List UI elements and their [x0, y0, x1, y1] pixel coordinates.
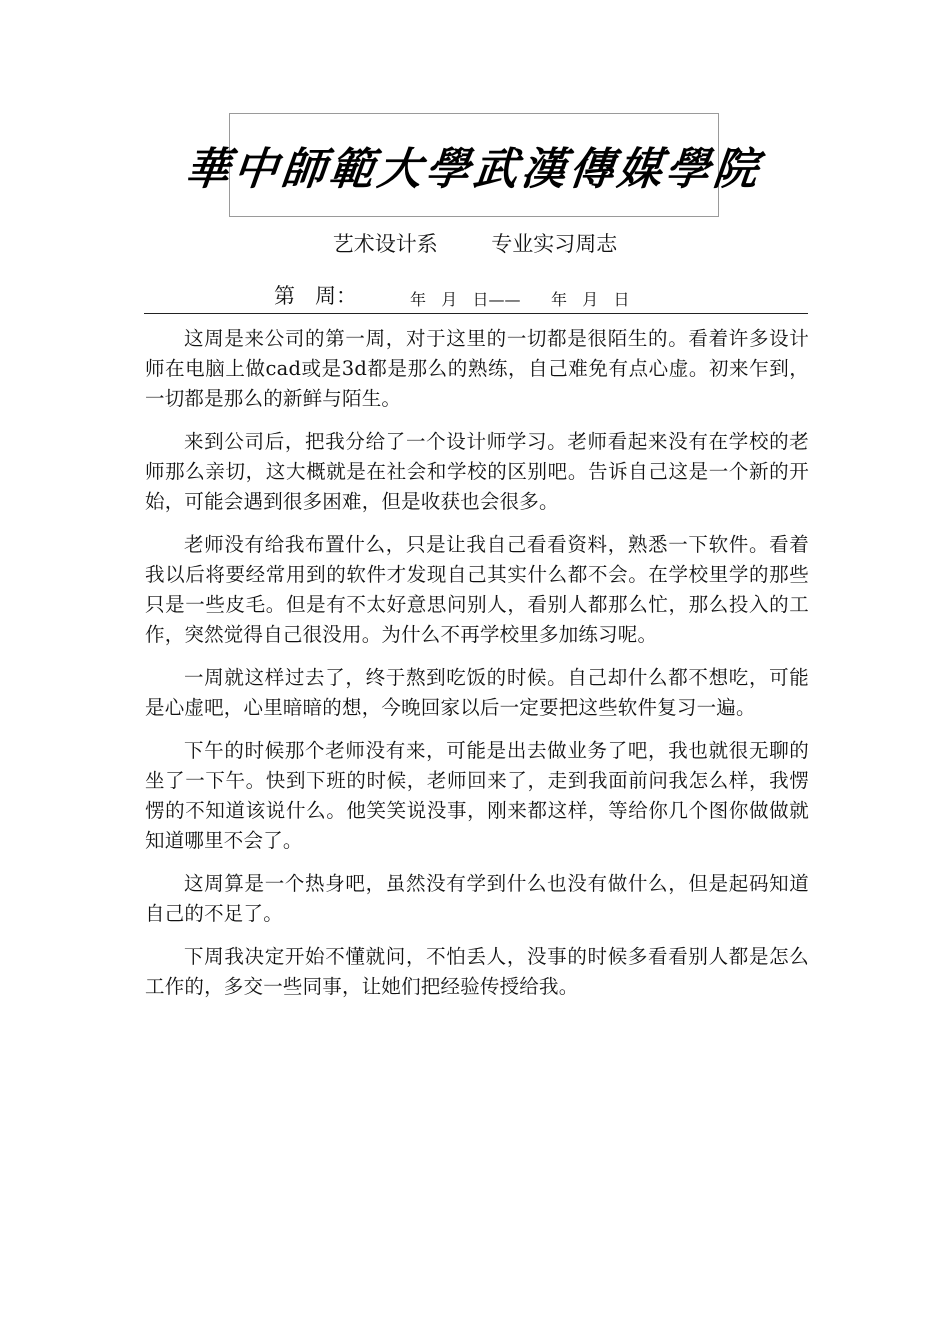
paragraph: 这周是来公司的第一周，对于这里的一切都是很陌生的。看着许多设计师在电脑上做cad或是3d都是那么的熟练，自己难免有点心虚。初来乍到，一切都是那么的新鲜与陌生。	[145, 327, 809, 410]
paragraph: 一周就这样过去了，终于熬到吃饭的时候。自己却什么都不想吃，可能是心虚吧，心里暗暗的想，今晚回家以后一定要把这些软件复习一遍。	[145, 666, 809, 719]
document-title: 艺术设计系 专业实习周志	[332, 232, 618, 256]
logo-calligraphy: 華中師範大學武漢傳媒學院	[182, 144, 765, 195]
date-range: 年 月 日—— 年 月 日	[410, 290, 630, 309]
university-logo	[182, 113, 765, 217]
paragraph: 下周我决定开始不懂就问，不怕丢人，没事的时候多看看别人都是怎么工作的，多交一些同事，让她们把经验传授给我。	[145, 945, 809, 998]
header-divider	[144, 313, 808, 314]
journal-body	[145, 324, 809, 1015]
paragraph: 老师没有给我布置什么，只是让我自己看看资料，熟悉一下软件。看着我以后将要经常用到的软件才发现自己其实什么都不会。在学校里学的那些只是一些皮毛。但是有不太好意思问别人，看别人都那么忙，那么投入的工作，突然觉得自己很没用。为什么不再学校里多加练习呢。	[145, 533, 809, 646]
week-label: 第 周：	[274, 284, 358, 308]
paragraph: 下午的时候那个老师没有来，可能是出去做业务了吧，我也就很无聊的坐了一下午。快到下班的时候，老师回来了，走到我面前问我怎么样，我愣愣的不知道该说什么。他笑笑说没事，刚来都这样，等给你几个图你做做就知道哪里不会了。	[145, 739, 809, 852]
paragraph: 这周算是一个热身吧，虽然没有学到什么也没有做什么，但是起码知道自己的不足了。	[145, 872, 809, 925]
paragraph: 来到公司后，把我分给了一个设计师学习。老师看起来没有在学校的老师那么亲切，这大概就是在社会和学校的区别吧。告诉自己这是一个新的开始，可能会遇到很多困难，但是收获也会很多。	[145, 430, 809, 513]
